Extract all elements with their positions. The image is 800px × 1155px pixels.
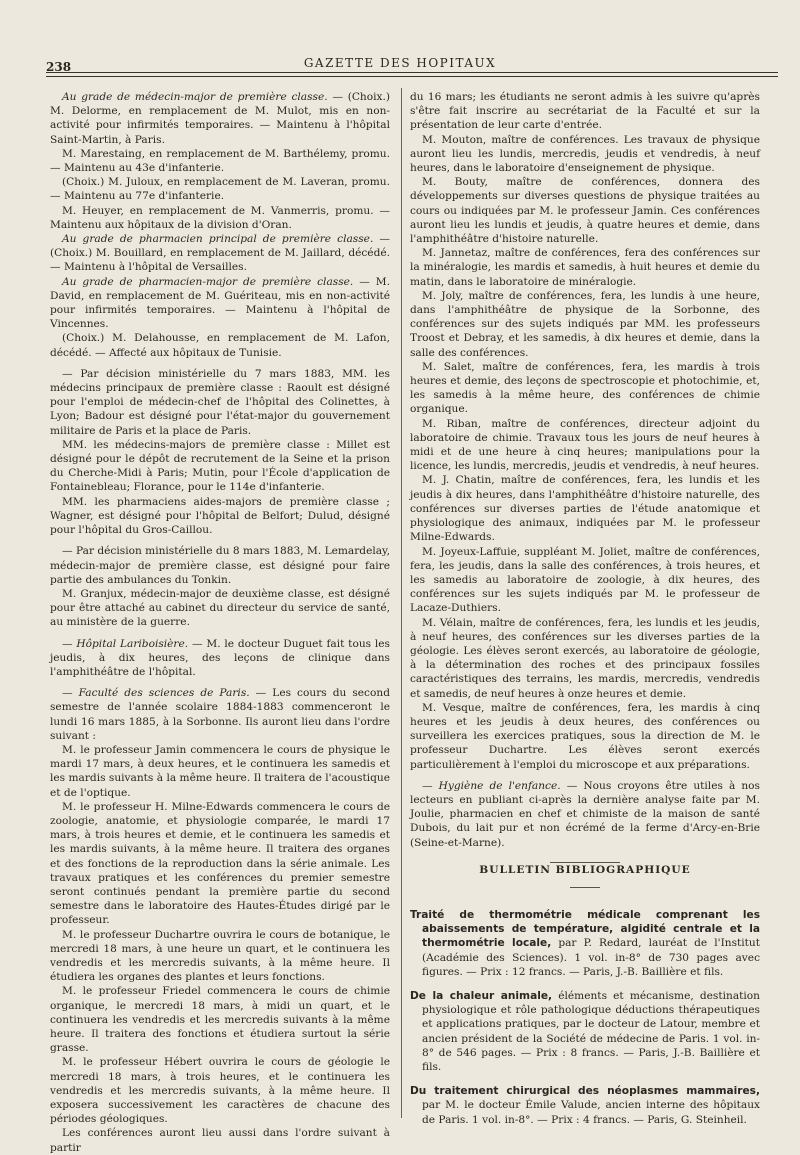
- bibliography-entry: Du traitement chirurgical des néoplasmes mammaires, par M. le docteur Émile Valude, ancien interne des hôpitaux de Paris. 1 vol. in-8°. — Prix : 4 francs. — Paris, G. Steinheil.: [410, 1085, 760, 1126]
- paragraph: M. le professeur Friedel commencera le cours de chimie organique, le mercredi 18 mars, à midi un quart, et le continuera les vendredis et les mercredis suivants à la même heure. Il traitera des fonctions et étudiera surtout la série grasse.: [50, 985, 390, 1055]
- paragraph: M. le professeur Jamin commencera le cours de physique le mardi 17 mars, à deux heures, et le continuera les samedis et les mardis suivants à la même heure. Il traitera de l'acoustique et de l'optique.: [50, 743, 390, 799]
- page-number: 238: [46, 60, 72, 74]
- paragraph: — Par décision ministérielle du 8 mars 1883, M. Lemardelay, médecin-major de première classe, est désigné pour faire partie des ambulances du Tonkin.: [50, 545, 390, 586]
- journal-title: GAZETTE DES HOPITAUX: [303, 56, 497, 70]
- left-column: [50, 90, 390, 1155]
- paragraph: M. le professeur H. Milne-Edwards commencera le cours de zoologie, anatomie, et physiologie comparée, le mardi 17 mars, à trois heures et demie, et le continuera les samedis et les mardis suivants, à la même heure. Il traitera des organes et des fonctions de la reproduction dans la série animale. Les travaux pratiques et les conférences du premier semestre seront continués pendant la première partie du second semestre dans le laboratoire des Hautes-Études dirigé par le professeur.: [50, 800, 390, 927]
- bibliography-entry: Traité de thermométrie médicale comprenant les abaissements de température, algidité centrale et la thermométrie locale, par P. Redard, lauréat de l'Institut (Académie des Sciences). 1 vol. in-8° de 730 pages avec figures. — Prix : 12 francs. — Paris, J.-B. Baillière et fils.: [410, 908, 761, 978]
- paragraph: M. Riban, maître de conférences, directeur adjoint du laboratoire de chimie. Travaux tous les jours de neuf heures à midi et de une heure à cinq heures; manipulations pour la licence, les lundis, mercredis, jeudis et vendredis, à neuf heures.: [410, 417, 760, 473]
- paragraph: M. Marestaing, en remplacement de M. Barthélemy, promu. — Maintenu au 43e d'infanterie.: [50, 147, 390, 175]
- heading-rule: [570, 887, 600, 888]
- right-column: [410, 90, 760, 1137]
- paragraph: M. Salet, maître de conférences, fera, les mardis à trois heures et demie, des leçons de spectroscopie et photochimie, et, les samedis à la même heure, des conférences de chimie organique.: [410, 360, 760, 416]
- paragraph: (Choix.) M. Delahousse, en remplacement de M. Lafon, décédé. — Affecté aux hôpitaux de Tunisie.: [50, 332, 390, 359]
- paragraph: M. Heuyer, en remplacement de M. Vanmerris, promu. — Maintenu aux hôpitaux de la division d'Oran.: [50, 204, 390, 231]
- paragraph: (Choix.) M. Juloux, en remplacement de M. Laveran, promu. — Maintenu au 77e d'infanterie.: [50, 176, 390, 203]
- paragraph: MM. les médecins-majors de première classe : Millet est désigné pour le dépôt de recrutement de la Seine et la prison du Cherche-Midi à Paris; Mutin, pour l'École d'application de Fontainebleau; Florance, pour le 114e d'infanterie.: [50, 438, 390, 494]
- paragraph: — Par décision ministérielle du 7 mars 1883, MM. les médecins principaux de première classe : Raoult est désigné pour l'emploi de médecin-chef de l'hôpital des Colinettes, à Lyon; Badour est désigné pour l'état-major du gouvernement militaire de Paris et la place de Paris.: [50, 367, 390, 437]
- column-divider: [401, 88, 402, 1118]
- paragraph: du 16 mars; les étudiants ne seront admis à les suivre qu'après s'être fait inscrire au secrétariat de la Faculté et sur la présentation de leur carte d'entrée.: [410, 91, 760, 132]
- paragraph: Au grade de pharmacien-major de première classe. — M. David, en remplacement de M. Guériteau, mis en non-activité pour infirmités temporaires. — Maintenu à l'hôpital de Vincennes.: [50, 275, 391, 331]
- paragraph: M. Joyeux-Laffuie, suppléant M. Joliet, maître de conférences, fera, les jeudis, dans la salle des conférences, à trois heures, et les samedis au laboratoire de zoologie, à dix heures, des conférences sur les sujets indiqués par M. le professeur de Lacaze-Duthiers.: [410, 545, 760, 615]
- paragraph: M. Joly, maître de conférences, fera, les lundis à une heure, dans l'amphithéâtre de physique de la Sorbonne, des conférences sur des sujets indiqués par MM. les professeurs Troost et Debray, et les samedis, à dix heures et demie, dans la salle des conférences.: [410, 289, 760, 359]
- paragraph: — Faculté des sciences de Paris. — Les cours du second semestre de l'année scolaire 1884-1883 commenceront le lundi 16 mars 1885, à la Sorbonne. Ils auront lieu dans l'ordre suivant :: [50, 687, 390, 742]
- paragraph: M. Mouton, maître de conférences. Les travaux de physique auront lieu les lundis, mercredis, jeudis et vendredis, à neuf heures, dans le laboratoire d'enseignement de physique.: [410, 133, 760, 175]
- paragraph: — Hygiène de l'enfance. — Nous croyons être utiles à nos lecteurs en publiant ci-après la dernière analyse faite par M. Joulie, pharmacien en chef et chimiste de la maison de santé Dubois, du lait pur et non écrémé de la ferme d'Arcy-en-Brie (Seine-et-Marne).: [410, 779, 760, 849]
- paragraph: — Hôpital Lariboisière. — M. le docteur Duguet fait tous les jeudis, à dix heures, des leçons de clinique dans l'amphithéâtre de l'hôpital.: [50, 637, 390, 678]
- paragraph: MM. les pharmaciens aides-majors de première classe ; Wagner, est désigné pour l'hôpital de Belfort; Dulud, désigné pour l'hôpital du Gros-Caillou.: [50, 495, 390, 537]
- paragraph: M. Granjux, médecin-major de deuxième classe, est désigné pour être attaché au cabinet du directeur du service de santé, au ministère de la guerre.: [50, 587, 390, 629]
- paragraph: M. J. Chatin, maître de conférences, fera, les lundis et les jeudis à dix heures, dans l'amphithéâtre d'histoire naturelle, des conférences sur diverses parties de l'étude anatomique et physiologique des animaux, indiquées par M. le professeur Milne-Edwards.: [410, 474, 760, 544]
- paragraph: M. le professeur Hébert ouvrira le cours de géologie le mercredi 18 mars, à trois heures, et le continuera les vendredis et les mercredis suivants, à la même heure. Il exposera successivement les caractères de chacune des périodes géologiques.: [50, 1056, 390, 1126]
- paragraph: M. Vélain, maître de conférences, fera, les lundis et les jeudis, à neuf heures, des conférences sur les diverses parties de la géologie. Les élèves seront exercés, au laboratoire de géologie, à la détermination des roches et des principaux fossiles caractéristiques des terrains, les mardis, mercredis, vendredis et samedis, de neuf heures à onze heures et demie.: [410, 616, 760, 700]
- bulletin-heading: BULLETIN BIBLIOGRAPHIQUE: [479, 863, 691, 876]
- header-rule-thin: [46, 76, 778, 77]
- paragraph: M. Bouty, maître de conférences, donnera des développements sur diverses questions de physique traitées au cours ou indiquées par M. le professeur Jamin. Ces conférences auront lieu les lundis et jeudis, à quatre heures et demie, dans l'amphithéâtre d'histoire naturelle.: [410, 176, 760, 246]
- paragraph: Au grade de médecin-major de première classe. — (Choix.) M. Delorme, en remplacement de M. Mulot, mis en non-activité pour infirmités temporaires. — Maintenu à l'hôpital Saint-Martin, à Paris.: [50, 91, 390, 146]
- paragraph: M. Vesque, maître de conférences, fera, les mardis à cinq heures et les jeudis à deux heures, des conférences ou surveillera les exercices pratiques, sous la direction de M. le professeur Duchartre. Les élèves seront exercés particulièrement à l'emploi du microscope et aux préparations.: [410, 701, 760, 771]
- paragraph: Au grade de pharmacien principal de première classe. — (Choix.) M. Bouillard, en remplacement de M. Jaillard, décédé. — Maintenu à l'hôpital de Versailles.: [50, 233, 390, 274]
- paragraph: M. Jannetaz, maître de conférences, fera des conférences sur la minéralogie, les mardis et samedis, à huit heures et demie du matin, dans le laboratoire de minéralogie.: [410, 247, 760, 288]
- bibliography-entry: De la chaleur animale, éléments et mécanisme, destination physiologique et rôle pathologique déductions thérapeutiques et applications pratiques, par le docteur de Latour, membre et ancien président de la Société de médecine de Paris. 1 vol. in-8° de 546 pages. — Prix : 8 francs. — Paris, J.-B. Baillière et fils.: [410, 989, 761, 1073]
- paragraph: Les conférences auront lieu aussi dans l'ordre suivant à partir: [50, 1127, 390, 1154]
- paragraph: M. le professeur Duchartre ouvrira le cours de botanique, le mercredi 18 mars, à une heure un quart, et le continuera les vendredis et les mercredis suivants, à la même heure. Il étudiera les organes des plantes et leurs fonctions.: [50, 928, 390, 984]
- header-rule: [46, 72, 778, 73]
